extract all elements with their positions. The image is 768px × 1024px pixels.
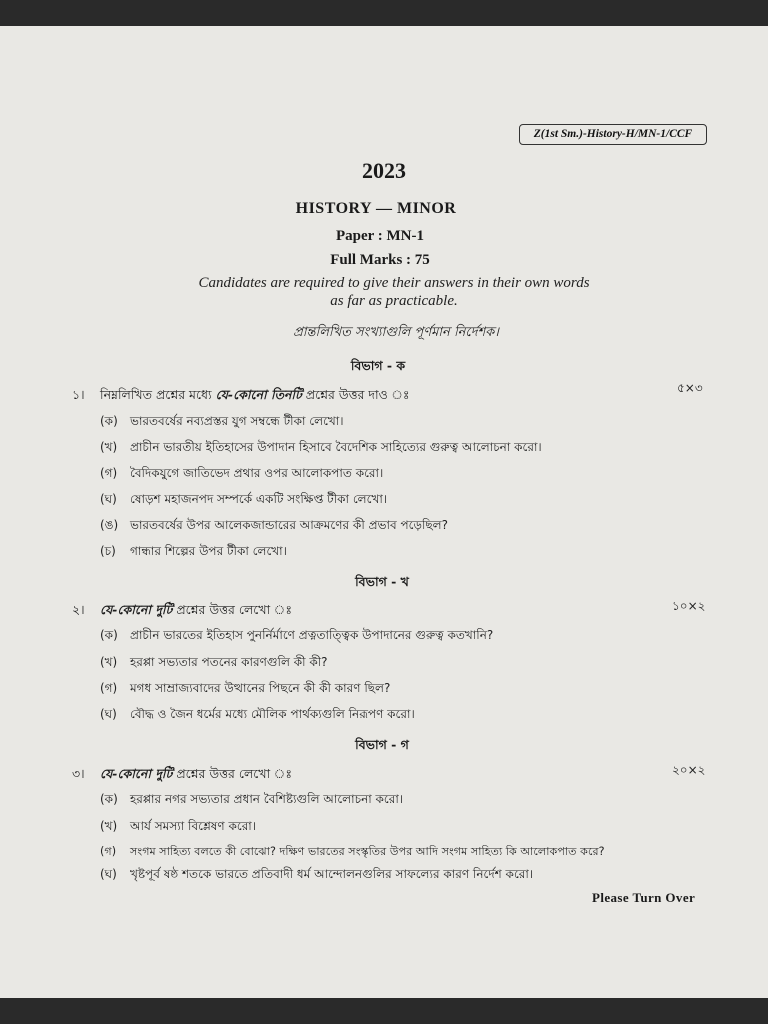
item-label: (গ)	[100, 681, 118, 695]
question-1	[72, 387, 410, 407]
item-label: (ক)	[100, 414, 118, 428]
item-text: মগধ সাম্রাজ্যবাদের উত্থানের পিছনে কী কী কারণ ছিল?	[130, 681, 391, 695]
question-1-marks: ৫×৩	[677, 381, 703, 395]
q2-item-d	[100, 706, 415, 726]
paper-number: Paper : MN-1	[335, 228, 425, 244]
item-text: হরপ্পার নগর সভ্যতার প্রধান বৈশিষ্ট্যগুলি আলোচনা করো।	[130, 792, 404, 806]
item-text: প্রাচীন ভারতীয় ইতিহাসের উপাদান হিসাবে বৈদেশিক সাহিত্যের গুরুত্ব আলোচনা করো।	[130, 440, 542, 454]
section-c-title: বিভাগ - গ	[355, 737, 409, 752]
item-text: প্রাচীন ভারতের ইতিহাস পুনর্নির্মাণে প্রত্নতাত্ত্বিক উপাদানের গুরুত্ব কতখানি?	[130, 628, 494, 642]
item-label: (গ)	[100, 845, 117, 858]
q3-item-b	[100, 818, 256, 838]
q3-item-c	[100, 843, 605, 862]
item-label: (খ)	[100, 655, 118, 669]
item-text: খৃষ্টপূর্ব ষষ্ঠ শতকে ভারতে প্রতিবাদী ধর্ম আন্দোলনগুলির সাফল্যের কারণ নির্দেশ করো।	[130, 867, 534, 881]
item-text: ভারতবর্ষের উপর আলেকজান্ডারের আক্রমণের কী প্রভাব পড়েছিল?	[130, 518, 448, 532]
q1-item-a	[100, 413, 344, 433]
question-number: ৩।	[72, 766, 85, 781]
section-b-title: বিভাগ - খ	[355, 574, 409, 589]
item-label: (খ)	[100, 819, 118, 833]
question-2-marks: ১০×২	[672, 599, 706, 613]
item-label: (ঘ)	[100, 707, 117, 721]
question-prefix: নিম্নলিখিত প্রশ্নের মধ্যে	[100, 387, 212, 402]
item-text: সংগম সাহিত্য বলতে কী বোঝো? দক্ষিণ ভারতের সংস্কৃতির উপর আদি সংগম সাহিত্য কি আলোকপাত করে?	[130, 845, 605, 858]
question-number: ১।	[72, 387, 85, 402]
question-3-marks: ২০×২	[672, 763, 706, 777]
item-text: আর্য সমস্যা বিশ্লেষণ করো।	[130, 819, 257, 833]
full-marks: Full Marks : 75	[330, 252, 430, 268]
q2-item-c	[100, 680, 390, 700]
item-text: বৌদ্ধ ও জৈন ধর্মের মধ্যে মৌলিক পার্থক্যগুলি নিরূপণ করো।	[130, 707, 415, 721]
question-emphasis: যে-কোনো তিনটি	[215, 387, 302, 402]
q1-item-d	[100, 491, 387, 511]
item-label: (ঘ)	[100, 492, 117, 506]
question-2	[72, 602, 292, 622]
item-text: ভারতবর্ষের নব্যপ্রস্তর যুগ সম্বন্ধে টীকা লেখো।	[130, 414, 344, 428]
please-turn-over: Please Turn Over	[592, 890, 696, 905]
question-suffix: প্রশ্নের উত্তর দাও ঃ	[305, 387, 410, 402]
question-suffix: প্রশ্নের উত্তর লেখো ঃ	[176, 602, 292, 617]
instruction-line-1: Candidates are required to give their answers in their own words	[198, 275, 590, 291]
q1-item-f	[100, 543, 287, 563]
question-number: ২।	[72, 602, 85, 617]
item-label: (খ)	[100, 440, 118, 454]
paper-code-box: Z(1st Sm.)-History-H/MN-1/CCF	[519, 124, 707, 145]
question-emphasis: যে-কোনো দুটি	[100, 766, 173, 781]
item-text: ষোড়শ মহাজনপদ সম্পর্কে একটি সংক্ষিপ্ত টীকা লেখো।	[130, 492, 388, 506]
exam-year: 2023	[362, 158, 406, 183]
item-text: বৈদিকযুগে জাতিভেদ প্রথার ওপর আলোকপাত করো।	[130, 466, 384, 480]
item-label: (ঙ)	[100, 518, 119, 532]
question-emphasis: যে-কোনো দুটি	[100, 602, 173, 617]
q3-item-a	[100, 791, 403, 811]
subject-title: HISTORY — MINOR	[295, 200, 457, 217]
q3-item-d	[100, 866, 533, 886]
question-3	[72, 766, 292, 786]
marks-note-bengali: প্রান্তলিখিত সংখ্যাগুলি পূর্ণমান নির্দেশক।	[293, 325, 499, 340]
item-text: গান্ধার শিল্পের উপর টীকা লেখো।	[130, 544, 287, 558]
instructions	[10, 274, 768, 310]
item-label: (ক)	[100, 792, 118, 806]
question-suffix: প্রশ্নের উত্তর লেখো ঃ	[176, 766, 292, 781]
q1-item-b	[100, 439, 542, 459]
item-label: (চ)	[100, 544, 116, 558]
q2-item-a	[100, 627, 493, 647]
q1-item-e	[100, 517, 448, 537]
instruction-line-2: as far as practicable.	[330, 293, 458, 309]
q1-item-c	[100, 465, 383, 485]
item-label: (গ)	[100, 466, 118, 480]
item-label: (ক)	[100, 628, 118, 642]
section-a-title: বিভাগ - ক	[350, 358, 406, 373]
q2-item-b	[100, 654, 328, 674]
item-label: (ঘ)	[100, 867, 117, 881]
item-text: হরপ্পা সভ্যতার পতনের কারণগুলি কী কী?	[130, 655, 328, 669]
